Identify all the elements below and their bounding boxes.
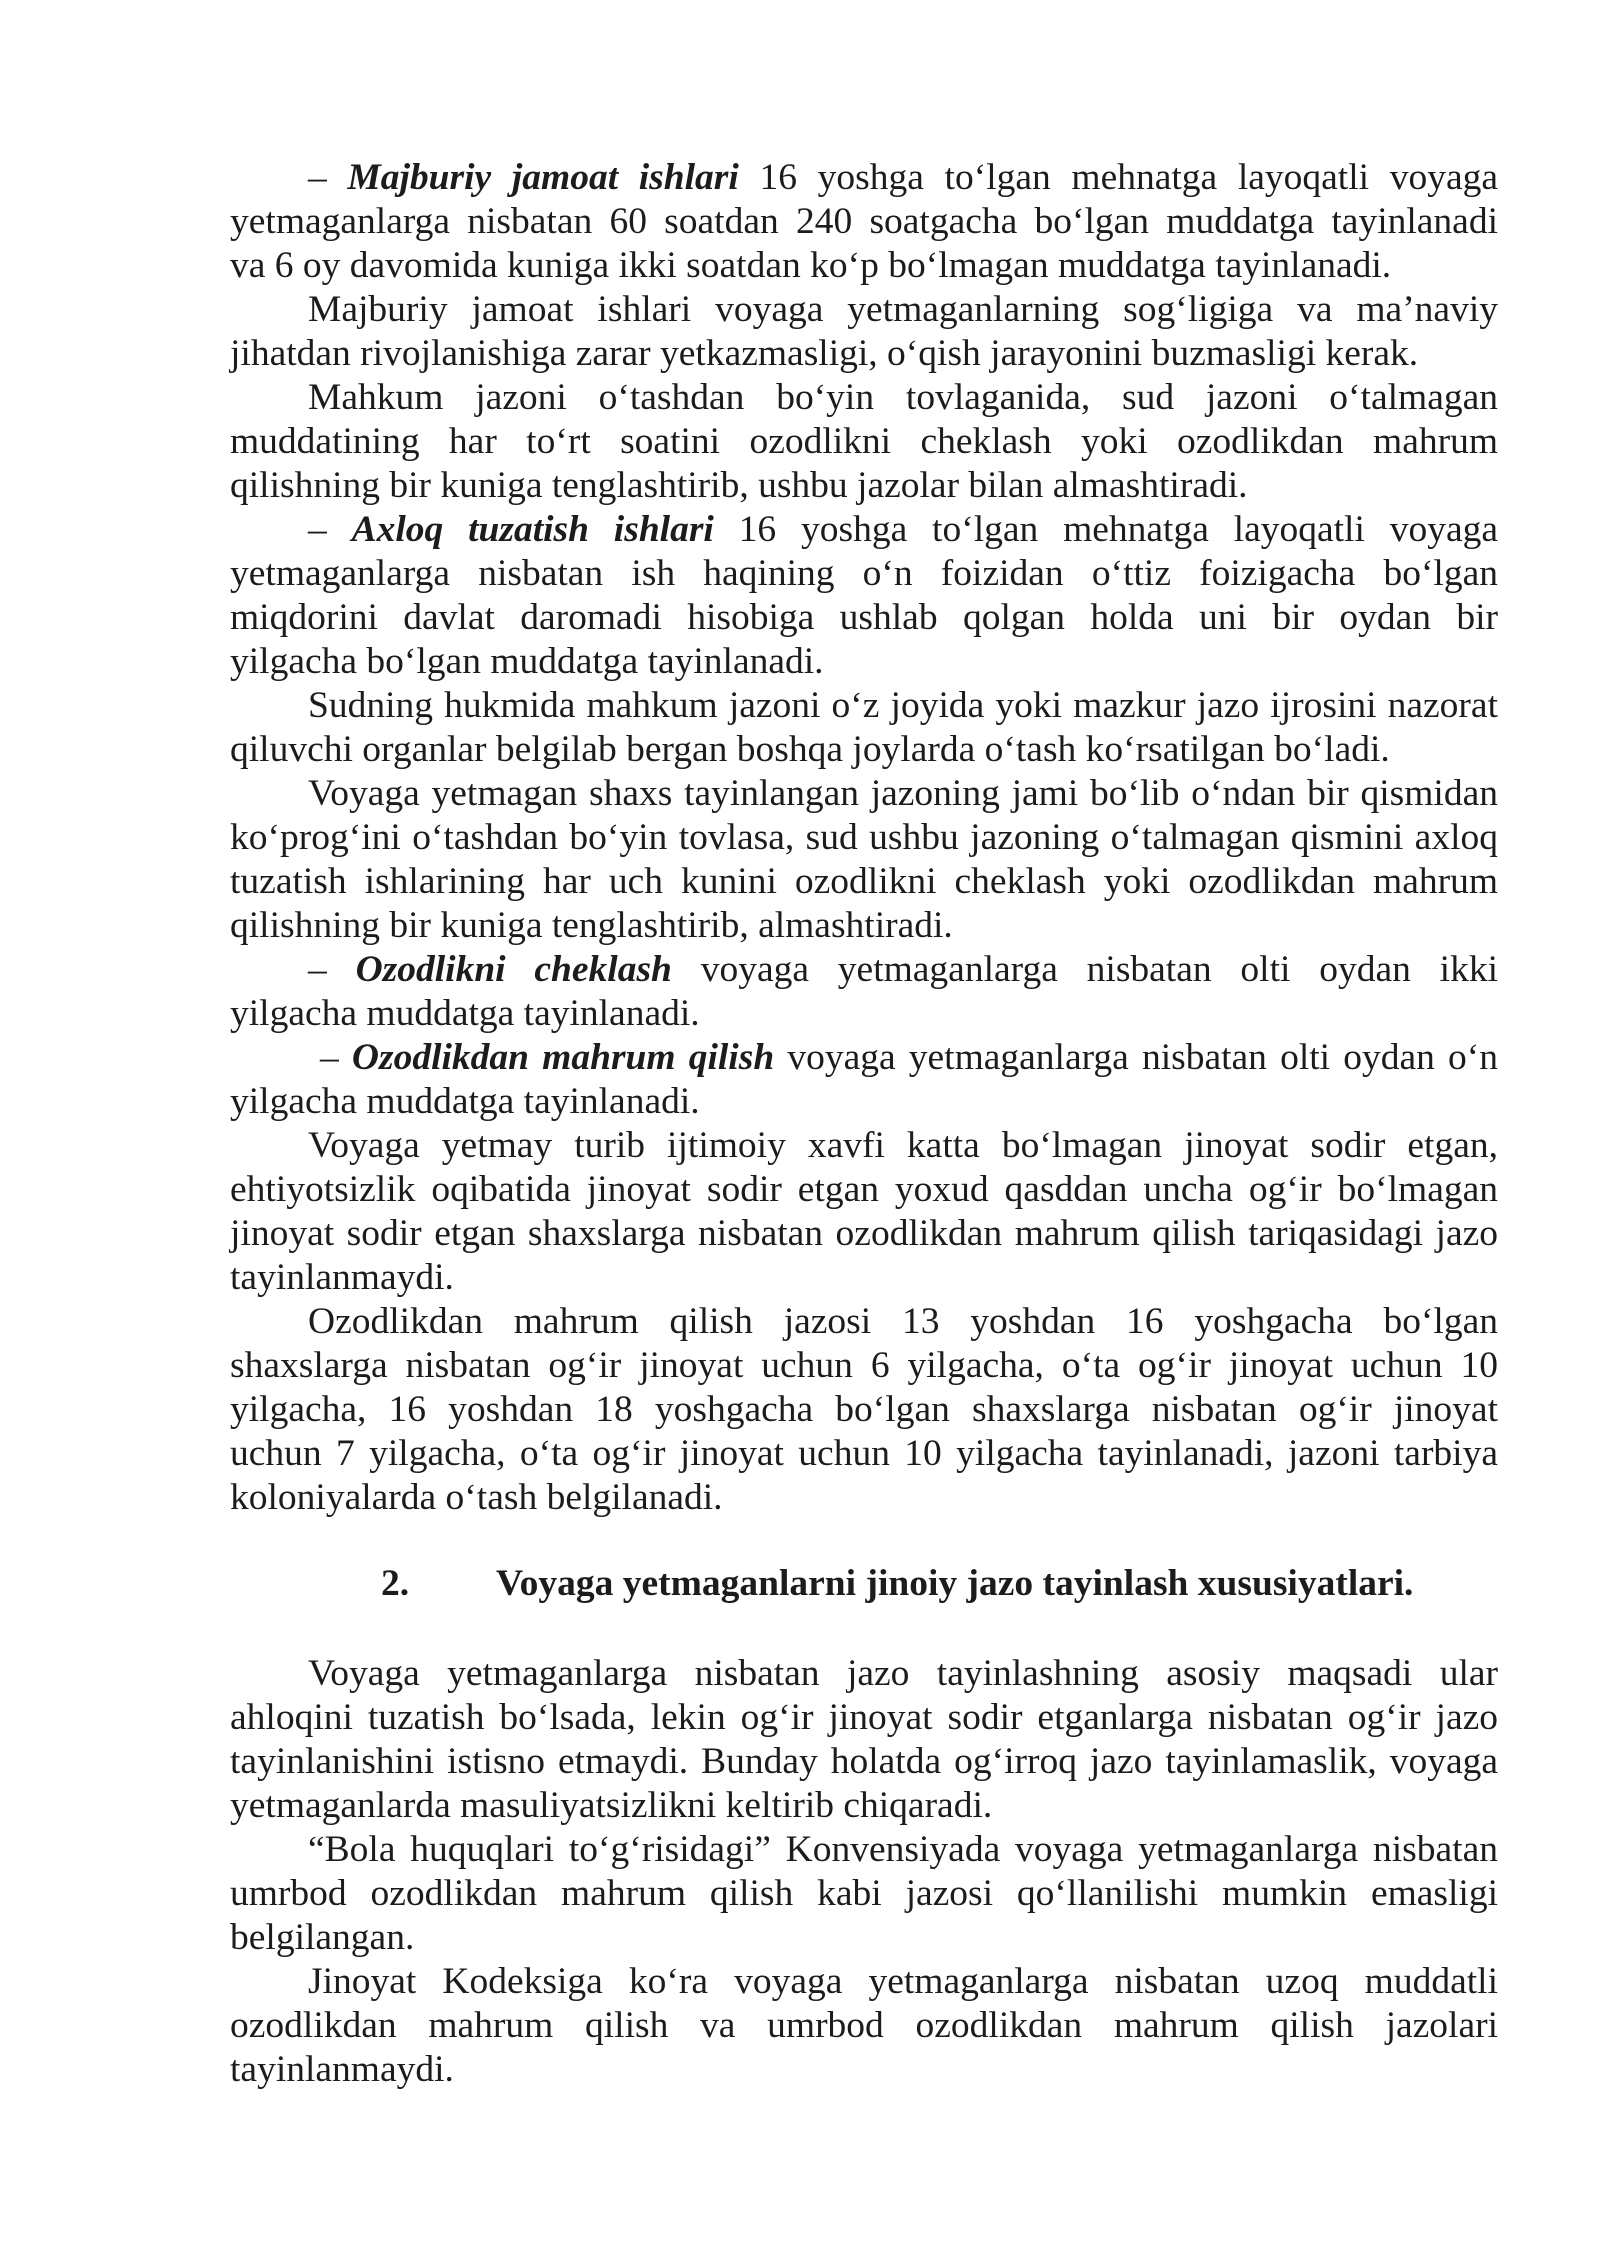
text-line: koloniyalarda o‘tash belgilanadi. bbox=[230, 1477, 723, 1518]
text-line: Voyaga yetmay turib ijtimoiy xavfi katta bo‘lmagan jinoyat sodir etgan, bbox=[308, 1125, 1498, 1166]
text-line: muddatining har to‘rt soatini ozodlikni cheklash yoki ozodlikdan mahrum bbox=[230, 421, 1498, 462]
text-line: Voyaga yetmagan shaxs tayinlangan jazoning jami bo‘lib o‘ndan bir qismidan bbox=[308, 773, 1498, 814]
text-line bbox=[230, 156, 1498, 200]
text-line: yilgacha bo‘lgan muddatga tayinlanadi. bbox=[230, 641, 824, 682]
line-text: 16 yoshga to‘lgan mehnatga layoqatli voyaga bbox=[738, 157, 1499, 198]
emphasized-term: Majburiy jamoat ishlari bbox=[347, 157, 739, 198]
line-text: 16 yoshga to‘lgan mehnatga layoqatli voyaga bbox=[713, 509, 1499, 550]
text-line: jihatdan rivojlanishiga zarar yetkazmasligi, o‘qish jarayonini buzmasligi kerak. bbox=[230, 333, 1419, 374]
text-line: va 6 oy davomida kuniga ikki soatdan ko‘p bo‘lmagan muddatga tayinlanadi. bbox=[230, 245, 1392, 286]
document-body bbox=[230, 156, 1498, 2092]
text-line: umrbod ozodlikdan mahrum qilish kabi jazosi qo‘llanilishi mumkin emasligi bbox=[230, 1873, 1498, 1914]
text-line: Voyaga yetmaganlarga nisbatan jazo tayinlashning asosiy maqsadi ular bbox=[308, 1653, 1498, 1694]
paragraph-ozodlikni-cheklash bbox=[230, 948, 1498, 1036]
paragraph bbox=[230, 1960, 1498, 2092]
paragraph bbox=[230, 1124, 1498, 1300]
text-line: yilgacha muddatga tayinlanadi. bbox=[230, 993, 700, 1034]
dash-marker: – bbox=[308, 949, 356, 990]
dash-marker: – bbox=[320, 1037, 352, 1078]
dash-marker: – bbox=[308, 509, 352, 550]
dash-marker: – bbox=[308, 157, 348, 198]
line-text: voyaga yetmaganlarga nisbatan olti oydan o‘n bbox=[774, 1037, 1499, 1078]
text-line: ozodlikdan mahrum qilish va umrbod ozodlikdan mahrum qilish jazolari bbox=[230, 2005, 1498, 2046]
paragraph bbox=[230, 376, 1498, 508]
paragraph bbox=[230, 684, 1498, 772]
text-line: yilgacha, 16 yoshdan 18 yoshgacha bo‘lgan shaxslarga nisbatan og‘ir jinoyat bbox=[230, 1389, 1498, 1430]
paragraph-axloq-tuzatish-ishlari bbox=[230, 508, 1498, 684]
text-line: Majburiy jamoat ishlari voyaga yetmaganlarning sog‘ligiga va ma’naviy bbox=[308, 289, 1498, 330]
section-heading bbox=[230, 1562, 1498, 1606]
paragraph-ozodlikdan-mahrum-qilish bbox=[230, 1036, 1498, 1124]
emphasized-term: Axloq tuzatish ishlari bbox=[351, 509, 714, 550]
text-line: qiluvchi organlar belgilab bergan boshqa joylarda o‘tash ko‘rsatilgan bo‘ladi. bbox=[230, 729, 1390, 770]
text-line: “Bola huquqlari to‘g‘risidagi” Konvensiyada voyaga yetmaganlarga nisbatan bbox=[308, 1829, 1498, 1870]
text-line: Sudning hukmida mahkum jazoni o‘z joyida yoki mazkur jazo ijrosini nazorat bbox=[308, 685, 1498, 726]
text-line bbox=[230, 1036, 1498, 1080]
line-text: voyaga yetmaganlarga nisbatan olti oydan ikki bbox=[671, 949, 1498, 990]
text-line: tayinlanmaydi. bbox=[230, 2049, 454, 2090]
text-line: yetmaganlarga nisbatan 60 soatdan 240 soatgacha bo‘lgan muddatga tayinlanadi bbox=[230, 201, 1498, 242]
text-line: yetmaganlarga nisbatan ish haqining o‘n foizidan o‘ttiz foizigacha bo‘lgan bbox=[230, 553, 1498, 594]
text-line bbox=[230, 948, 1498, 992]
paragraph-majburiy-jamoat-ishlari bbox=[230, 156, 1498, 288]
paragraph bbox=[230, 1300, 1498, 1520]
text-line: qilishning bir kuniga tenglashtirib, almashtiradi. bbox=[230, 905, 953, 946]
paragraph bbox=[230, 772, 1498, 948]
text-line: yetmaganlarda masuliyatsizlikni keltirib chiqaradi. bbox=[230, 1785, 993, 1826]
text-line: yilgacha muddatga tayinlanadi. bbox=[230, 1081, 700, 1122]
paragraph bbox=[230, 1652, 1498, 1828]
text-line: Jinoyat Kodeksiga ko‘ra voyaga yetmaganlarga nisbatan uzoq muddatli bbox=[308, 1961, 1498, 2002]
text-line: belgilangan. bbox=[230, 1917, 415, 1958]
text-line: ahloqini tuzatish bo‘lsada, lekin og‘ir jinoyat sodir etganlarga nisbatan og‘ir jazo bbox=[230, 1697, 1498, 1738]
text-line: ehtiyotsizlik oqibatida jinoyat sodir etgan yoxud qasddan uncha og‘ir bo‘lmagan bbox=[230, 1169, 1498, 1210]
emphasized-term: Ozodlikdan mahrum qilish bbox=[351, 1037, 775, 1078]
text-line: tayinlanmaydi. bbox=[230, 1257, 454, 1298]
text-line: ko‘prog‘ini o‘tashdan bo‘yin tovlasa, sud ushbu jazoning o‘talmagan qismini axloq bbox=[230, 817, 1498, 858]
emphasized-term: Ozodlikni cheklash bbox=[355, 949, 672, 990]
text-line: tuzatish ishlarining har uch kunini ozodlikni cheklash yoki ozodlikdan mahrum bbox=[230, 861, 1498, 902]
paragraph bbox=[230, 1828, 1498, 1960]
text-line: Ozodlikdan mahrum qilish jazosi 13 yoshdan 16 yoshgacha bo‘lgan bbox=[308, 1301, 1498, 1342]
text-line: tayinlanishini istisno etmaydi. Bunday holatda og‘irroq jazo tayinlamaslik, voyaga bbox=[230, 1741, 1498, 1782]
section-title: Voyaga yetmaganlarni jinoiy jazo tayinlash xususiyatlari. bbox=[496, 1563, 1414, 1604]
text-line: qilishning bir kuniga tenglashtirib, ushbu jazolar bilan almashtiradi. bbox=[230, 465, 1248, 506]
section-number: 2. bbox=[381, 1563, 410, 1604]
text-line: shaxslarga nisbatan og‘ir jinoyat uchun 6 yilgacha, o‘ta og‘ir jinoyat uchun 10 bbox=[230, 1345, 1498, 1386]
text-line: jinoyat sodir etgan shaxslarga nisbatan ozodlikdan mahrum qilish tariqasidagi jazo bbox=[230, 1213, 1498, 1254]
paragraph bbox=[230, 288, 1498, 376]
text-line: miqdorini davlat daromadi hisobiga ushlab qolgan holda uni bir oydan bir bbox=[230, 597, 1498, 638]
text-line: Mahkum jazoni o‘tashdan bo‘yin tovlaganida, sud jazoni o‘talmagan bbox=[308, 377, 1498, 418]
text-line bbox=[230, 508, 1498, 552]
text-line: uchun 7 yilgacha, o‘ta og‘ir jinoyat uchun 10 yilgacha tayinlanadi, jazoni tarbiya bbox=[230, 1433, 1498, 1474]
